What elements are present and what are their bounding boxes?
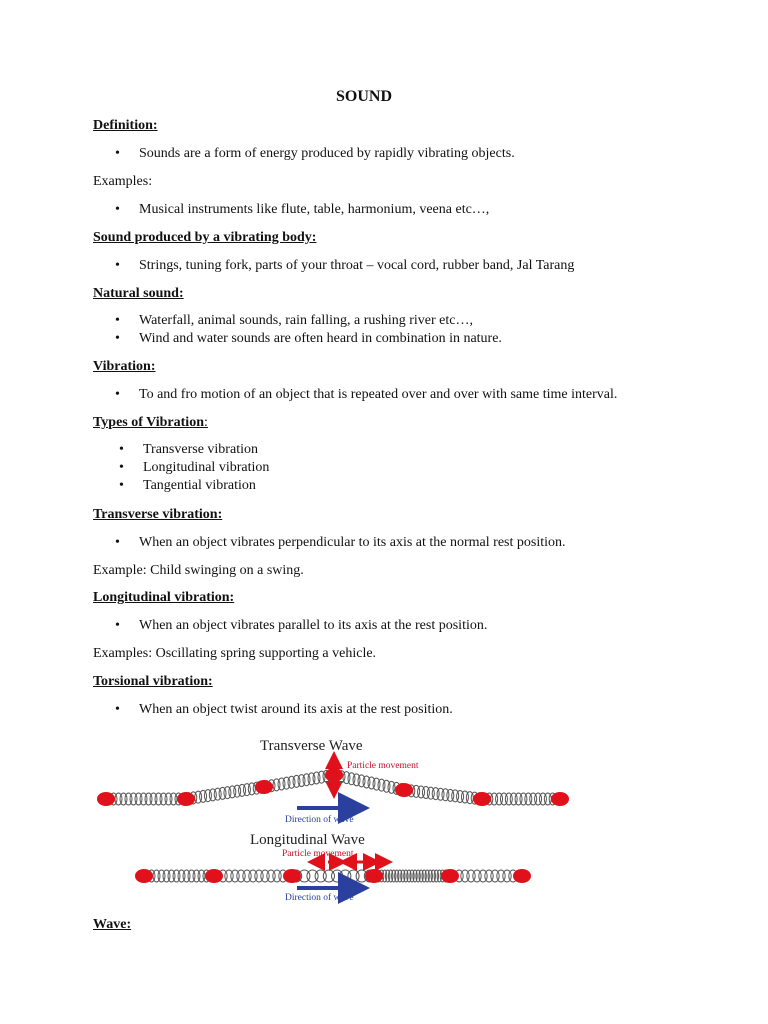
spring-coil (358, 775, 365, 787)
torsional-bullet: • When an object twist around its axis at the rest position. (139, 702, 453, 718)
definition-heading: Definition: (93, 118, 158, 133)
transverse-bullet: • When an object vibrates perpendicular to its axis at the normal rest position. (139, 535, 566, 551)
spring-coil (313, 772, 320, 784)
particle-ball (365, 869, 383, 883)
types-heading-colon: : (203, 415, 208, 430)
particle-ball (473, 792, 491, 806)
spring-coil (388, 781, 395, 793)
types-bullet: • Transverse vibration (143, 442, 258, 458)
types-heading-text: Types of Vibration (93, 415, 204, 430)
longitudinal-bullet: • When an object vibrates parallel to its axis at the rest position. (139, 618, 487, 634)
transverse-example: Example: Child swinging on a swing. (93, 563, 304, 578)
particle-ball (97, 792, 115, 806)
transverse-particle-label: Particle movement (347, 761, 419, 771)
spring-coil (363, 776, 370, 788)
vibrating-body-heading: Sound produced by a vibrating body: (93, 230, 317, 245)
particle-ball (283, 869, 301, 883)
wave-heading: Wave: (93, 917, 132, 932)
particle-ball (135, 869, 153, 883)
spring-coil (353, 774, 360, 786)
spring-coil (293, 775, 300, 787)
longitudinal-wave-title: Longitudinal Wave (250, 832, 365, 848)
examples-label: Examples: (93, 174, 153, 189)
natural-sound-heading: Natural sound: (93, 286, 184, 301)
transverse-heading: Transverse vibration: (93, 507, 223, 522)
particle-ball (177, 792, 195, 806)
types-bullet: • Tangential vibration (143, 478, 256, 494)
particle-ball (255, 780, 273, 794)
vibrating-body-bullet: • Strings, tuning fork, parts of your throat – vocal cord, rubber band, Jal Tarang (139, 258, 574, 274)
spring-coil (273, 779, 280, 791)
natural-sound-bullet: • Waterfall, animal sounds, rain falling, a rushing river etc…, (139, 313, 473, 329)
natural-sound-bullet: • Wind and water sounds are often heard in combination in nature. (139, 331, 502, 347)
types-bullet: • Longitudinal vibration (143, 460, 269, 476)
spring-coil (298, 775, 305, 787)
spring-coil (278, 778, 285, 790)
wave-diagram (92, 732, 576, 908)
definition-bullet: • Sounds are a form of energy produced by rapidly vibrating objects. (139, 146, 515, 162)
spring-coil (288, 776, 295, 788)
longitudinal-example: Examples: Oscillating spring supporting a vehicle. (93, 646, 377, 661)
spring-coil (343, 772, 350, 784)
particle-ball (205, 869, 223, 883)
spring-coil (368, 777, 375, 789)
spring-coil (283, 777, 290, 789)
spring-coil (303, 774, 310, 786)
particle-ball (551, 792, 569, 806)
longitudinal-particle-label: Particle movement (282, 849, 354, 859)
spring-coil (378, 779, 385, 791)
longitudinal-heading: Longitudinal vibration: (93, 590, 235, 605)
particle-ball (395, 783, 413, 797)
vibration-bullet: • To and fro motion of an object that is repeated over and over with same time interval. (139, 387, 617, 403)
spring-coil (308, 773, 315, 785)
examples-bullet: • Musical instruments like flute, table, harmonium, veena etc…, (139, 202, 489, 218)
spring-coil (318, 771, 325, 783)
longitudinal-spring (143, 870, 523, 882)
particle-ball (441, 869, 459, 883)
particle-ball (325, 768, 343, 782)
transverse-direction-label: Direction of wave (285, 815, 354, 825)
torsional-heading: Torsional vibration: (93, 674, 213, 689)
longitudinal-direction-label: Direction of wave (285, 893, 354, 903)
transverse-wave-title: Transverse Wave (260, 738, 363, 754)
spring-coil (383, 780, 390, 792)
page-title: SOUND (335, 88, 392, 105)
spring-coil (348, 773, 355, 785)
spring-coil (373, 778, 380, 790)
vibration-heading: Vibration: (93, 359, 156, 374)
types-heading (93, 415, 208, 431)
particle-ball (513, 869, 531, 883)
